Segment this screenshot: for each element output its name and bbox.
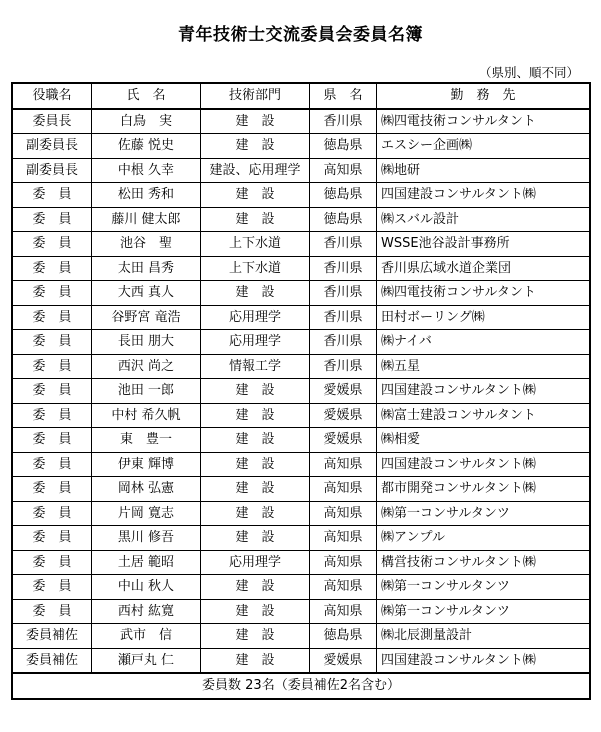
cell-pref: 高知県 xyxy=(310,158,377,183)
cell-name: 池田 一郎 xyxy=(92,379,201,404)
cell-name: 黒川 修吾 xyxy=(92,526,201,551)
cell-pref: 徳島県 xyxy=(310,207,377,232)
cell-role: 委 員 xyxy=(12,550,92,575)
sort-note: （県別、順不同） xyxy=(478,65,579,80)
cell-name: 中村 希久帆 xyxy=(92,403,201,428)
cell-name: 谷野宮 竜浩 xyxy=(92,305,201,330)
cell-employer: ㈱五星 xyxy=(377,354,591,379)
cell-role: 委 員 xyxy=(12,256,92,281)
cell-name: 中山 秋人 xyxy=(92,575,201,600)
table-row xyxy=(12,403,590,428)
cell-name: 藤川 健太郎 xyxy=(92,207,201,232)
cell-name: 松田 秀和 xyxy=(92,183,201,208)
document-title: 青年技術士交流委員会委員名簿 xyxy=(178,25,423,45)
table-row xyxy=(12,134,590,159)
cell-pref: 香川県 xyxy=(310,232,377,257)
cell-role: 委 員 xyxy=(12,354,92,379)
cell-name: 中根 久幸 xyxy=(92,158,201,183)
cell-employer: ㈱四電技術コンサルタント xyxy=(377,109,591,134)
member-count: 委員数 23名（委員補佐2名含む） xyxy=(12,673,590,699)
table-row xyxy=(12,109,590,134)
table-footer-row xyxy=(12,673,590,699)
cell-name: 池谷 聖 xyxy=(92,232,201,257)
table-row xyxy=(12,477,590,502)
cell-role: 委員長 xyxy=(12,109,92,134)
cell-employer: ㈱スバル設計 xyxy=(377,207,591,232)
cell-role: 委 員 xyxy=(12,305,92,330)
cell-dept: 建 設 xyxy=(201,648,310,673)
cell-role: 委 員 xyxy=(12,403,92,428)
cell-employer: 田村ボーリング㈱ xyxy=(377,305,591,330)
cell-employer: ㈱第一コンサルタンツ xyxy=(377,599,591,624)
table-row xyxy=(12,648,590,673)
cell-dept: 建 設 xyxy=(201,207,310,232)
cell-employer: 四国建設コンサルタント㈱ xyxy=(377,648,591,673)
cell-dept: 応用理学 xyxy=(201,550,310,575)
table-row xyxy=(12,183,590,208)
cell-name: 長田 朋大 xyxy=(92,330,201,355)
cell-role: 委 員 xyxy=(12,379,92,404)
cell-dept: 建 設 xyxy=(201,183,310,208)
cell-role: 委員補佐 xyxy=(12,648,92,673)
cell-role: 委 員 xyxy=(12,501,92,526)
cell-dept: 建 設 xyxy=(201,501,310,526)
cell-employer: 構営技術コンサルタント㈱ xyxy=(377,550,591,575)
cell-pref: 高知県 xyxy=(310,501,377,526)
cell-pref: 香川県 xyxy=(310,354,377,379)
cell-name: 太田 昌秀 xyxy=(92,256,201,281)
cell-name: 伊東 輝博 xyxy=(92,452,201,477)
cell-employer: ㈱相愛 xyxy=(377,428,591,453)
cell-role: 委 員 xyxy=(12,477,92,502)
cell-employer: ㈱ナイバ xyxy=(377,330,591,355)
cell-pref: 香川県 xyxy=(310,330,377,355)
cell-employer: ㈱第一コンサルタンツ xyxy=(377,575,591,600)
cell-dept: 建 設 xyxy=(201,624,310,649)
cell-pref: 高知県 xyxy=(310,477,377,502)
cell-employer: WSSE池谷設計事務所 xyxy=(377,232,591,257)
cell-pref: 愛媛県 xyxy=(310,379,377,404)
table-row xyxy=(12,330,590,355)
cell-employer: 四国建設コンサルタント㈱ xyxy=(377,183,591,208)
cell-role: 委 員 xyxy=(12,330,92,355)
cell-name: 西村 紘寛 xyxy=(92,599,201,624)
header-dept: 技術部門 xyxy=(201,83,310,109)
cell-name: 土居 範昭 xyxy=(92,550,201,575)
cell-employer: ㈱富士建設コンサルタント xyxy=(377,403,591,428)
cell-role: 委 員 xyxy=(12,183,92,208)
cell-pref: 愛媛県 xyxy=(310,428,377,453)
cell-employer: 都市開発コンサルタント㈱ xyxy=(377,477,591,502)
cell-name: 片岡 寛志 xyxy=(92,501,201,526)
cell-dept: 建 設 xyxy=(201,281,310,306)
cell-pref: 高知県 xyxy=(310,526,377,551)
table-row xyxy=(12,428,590,453)
cell-pref: 香川県 xyxy=(310,256,377,281)
header-name: 氏 名 xyxy=(92,83,201,109)
cell-pref: 徳島県 xyxy=(310,624,377,649)
cell-employer: 香川県広域水道企業団 xyxy=(377,256,591,281)
cell-pref: 高知県 xyxy=(310,550,377,575)
cell-dept: 上下水道 xyxy=(201,256,310,281)
cell-dept: 建 設 xyxy=(201,526,310,551)
table-row xyxy=(12,452,590,477)
cell-role: 委 員 xyxy=(12,207,92,232)
header-role: 役職名 xyxy=(12,83,92,109)
cell-name: 岡林 弘憲 xyxy=(92,477,201,502)
table-row xyxy=(12,501,590,526)
cell-employer: ㈱地研 xyxy=(377,158,591,183)
table-row xyxy=(12,305,590,330)
cell-dept: 建 設 xyxy=(201,575,310,600)
table-row xyxy=(12,207,590,232)
committee-roster-table xyxy=(11,82,591,700)
cell-name: 白鳥 実 xyxy=(92,109,201,134)
cell-dept: 建 設 xyxy=(201,428,310,453)
table-row xyxy=(12,526,590,551)
table-row xyxy=(12,158,590,183)
cell-pref: 香川県 xyxy=(310,305,377,330)
cell-name: 東 豊一 xyxy=(92,428,201,453)
table-row xyxy=(12,281,590,306)
cell-pref: 高知県 xyxy=(310,599,377,624)
cell-dept: 建 設 xyxy=(201,109,310,134)
cell-dept: 応用理学 xyxy=(201,305,310,330)
cell-pref: 徳島県 xyxy=(310,134,377,159)
cell-role: 委 員 xyxy=(12,526,92,551)
header-pref: 県 名 xyxy=(310,83,377,109)
cell-pref: 徳島県 xyxy=(310,183,377,208)
cell-role: 委 員 xyxy=(12,599,92,624)
cell-dept: 建 設 xyxy=(201,477,310,502)
cell-name: 西沢 尚之 xyxy=(92,354,201,379)
cell-dept: 建 設 xyxy=(201,403,310,428)
cell-name: 武市 信 xyxy=(92,624,201,649)
cell-employer: ㈱アンプル xyxy=(377,526,591,551)
cell-employer: 四国建設コンサルタント㈱ xyxy=(377,452,591,477)
cell-dept: 上下水道 xyxy=(201,232,310,257)
cell-dept: 応用理学 xyxy=(201,330,310,355)
table-row xyxy=(12,379,590,404)
table-row xyxy=(12,354,590,379)
cell-employer: 四国建設コンサルタント㈱ xyxy=(377,379,591,404)
table-row xyxy=(12,550,590,575)
cell-dept: 建 設 xyxy=(201,599,310,624)
table-row xyxy=(12,256,590,281)
header-employer: 勤 務 先 xyxy=(377,83,591,109)
cell-name: 大西 真人 xyxy=(92,281,201,306)
cell-role: 副委員長 xyxy=(12,134,92,159)
table-row xyxy=(12,575,590,600)
table-header-row xyxy=(12,83,590,109)
cell-role: 委 員 xyxy=(12,428,92,453)
cell-employer: ㈱四電技術コンサルタント xyxy=(377,281,591,306)
cell-role: 副委員長 xyxy=(12,158,92,183)
cell-pref: 香川県 xyxy=(310,109,377,134)
table-row xyxy=(12,624,590,649)
cell-pref: 高知県 xyxy=(310,452,377,477)
cell-role: 委 員 xyxy=(12,281,92,306)
cell-dept: 情報工学 xyxy=(201,354,310,379)
cell-pref: 高知県 xyxy=(310,575,377,600)
cell-dept: 建 設 xyxy=(201,452,310,477)
cell-dept: 建 設 xyxy=(201,379,310,404)
cell-role: 委 員 xyxy=(12,575,92,600)
cell-name: 瀬戸丸 仁 xyxy=(92,648,201,673)
cell-employer: ㈱第一コンサルタンツ xyxy=(377,501,591,526)
cell-dept: 建設、応用理学 xyxy=(201,158,310,183)
table-row xyxy=(12,232,590,257)
cell-pref: 愛媛県 xyxy=(310,403,377,428)
cell-employer: エスシー企画㈱ xyxy=(377,134,591,159)
cell-role: 委員補佐 xyxy=(12,624,92,649)
cell-pref: 愛媛県 xyxy=(310,648,377,673)
cell-pref: 香川県 xyxy=(310,281,377,306)
cell-role: 委 員 xyxy=(12,232,92,257)
cell-employer: ㈱北辰測量設計 xyxy=(377,624,591,649)
table-body xyxy=(12,109,590,674)
cell-role: 委 員 xyxy=(12,452,92,477)
cell-name: 佐藤 悦史 xyxy=(92,134,201,159)
table-row xyxy=(12,599,590,624)
cell-dept: 建 設 xyxy=(201,134,310,159)
